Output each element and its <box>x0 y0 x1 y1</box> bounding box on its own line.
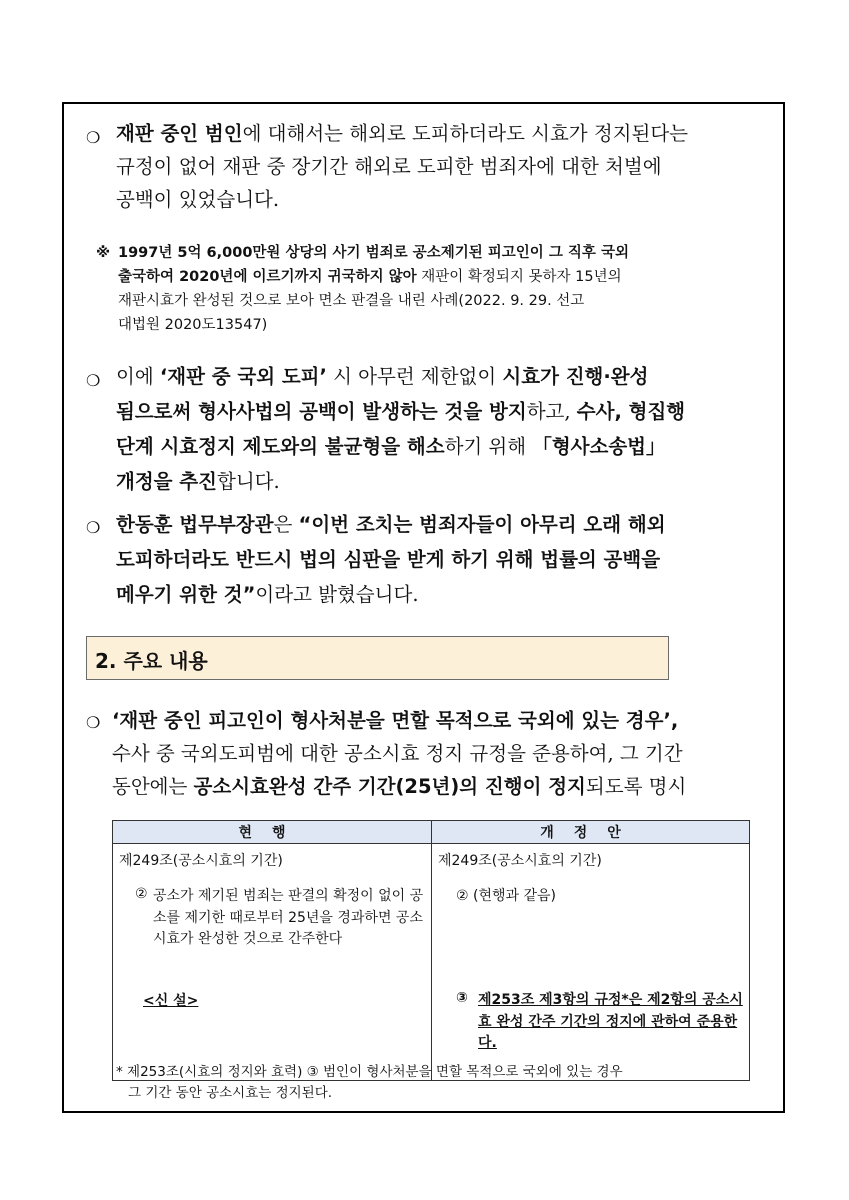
p4-line2: 수사 중 국외도피범에 대한 공소시효 정지 규정을 준용하여, 그 기간 <box>112 742 683 765</box>
p4-line1: ‘재판 중인 피고인이 형사처분을 면할 목적으로 국외에 있는 경우’, <box>112 709 679 732</box>
bullet-icon: ❍ <box>86 518 101 537</box>
paragraph-2 <box>116 359 786 499</box>
p2-bold: 단계 시효정지 제도와의 불균형을 해소 <box>116 435 445 458</box>
p2-text: 하기 위해 <box>444 435 533 458</box>
p3-line2: 도피하더라도 반드시 법의 심판을 받게 하기 위해 법률의 공백을 <box>116 548 661 571</box>
p2-text: 이에 <box>116 365 160 388</box>
note-line4: 대법원 2020도13547) <box>118 317 268 333</box>
p2-bold: 개정을 추진 <box>116 470 217 493</box>
comparison-table <box>112 820 750 1081</box>
current-clause-number: ② <box>135 886 148 902</box>
table-header-revised: 개정안 <box>432 821 750 844</box>
paragraph-1 <box>116 117 776 216</box>
new-provision-tag: <신 설> <box>143 993 199 1009</box>
revised-clause-2: ② (현행과 같음) <box>456 888 556 904</box>
p2-bold-law: 「형사소송법」 <box>532 435 666 458</box>
note-line1: 1997년 5억 6,000만원 상당의 사기 범죄로 공소제기된 피고인이 그 직후 국외 <box>118 245 629 261</box>
revised-clause-3: 제253조 제3항의 규정*은 제2항의 공소시효 완성 간주 기간의 정지에 관하여 준용한다. <box>478 992 743 1051</box>
p2-bold: 시효가 진행·완성 <box>502 365 649 388</box>
p3-text: 은 <box>273 513 299 536</box>
p1-text: 에 대해서는 해외로 도피하더라도 시효가 정지된다는 <box>242 122 689 145</box>
p2-bold: 됨으로써 형사사법의 공백이 발생하는 것을 방지 <box>116 400 527 423</box>
bullet-icon: ❍ <box>86 713 101 732</box>
p3-text: 이라고 밝혔습니다. <box>255 583 419 606</box>
section-title: 2. 주요 내용 <box>95 649 208 673</box>
bullet-icon: ❍ <box>86 371 101 390</box>
table-cell-revised <box>432 844 750 1081</box>
footnote <box>116 1062 756 1104</box>
revised-clause-number: ③ <box>456 990 468 1006</box>
p1-bold: 재판 중인 범인 <box>116 122 243 145</box>
p4-text: 되도록 명시 <box>585 775 687 798</box>
note-line2-rest: 재판이 확정되지 못하자 15년의 <box>416 269 622 285</box>
footnote-line2: 그 기간 동안 공소시효는 정지된다. <box>128 1085 333 1101</box>
p4-text: 동안에는 <box>112 775 194 798</box>
current-clause-text: 공소가 제기된 범죄는 판결의 확정이 없이 공소를 제기한 때로부터 25년을 경과하면 공소시효가 완성한 것으로 간주한다 <box>153 888 424 947</box>
note-line2-bold: 출국하여 2020년에 이르기까지 귀국하지 않아 <box>118 269 417 285</box>
p4-bold: 공소시효완성 간주 기간(25년)의 진행이 정지 <box>193 775 586 798</box>
p2-bold: 수사, 형집행 <box>576 400 686 423</box>
current-article-title: 제249조(공소시효의 기간) <box>119 853 283 869</box>
table-header-current: 현행 <box>113 821 432 844</box>
bullet-icon: ❍ <box>86 128 101 147</box>
p2-text: 하고, <box>526 400 577 423</box>
paragraph-3 <box>116 507 786 612</box>
footnote-line1: * 제253조(시효의 정지와 효력) ③ 범인이 형사처분을 면할 목적으로 국외에 있는 경우 <box>116 1064 623 1080</box>
p2-bold-quote: ‘재판 중 국외 도피’ <box>159 365 327 388</box>
p1-line2: 규정이 없어 재판 중 장기간 해외로 도피한 범죄자에 대한 처벌에 <box>116 155 662 178</box>
revised-article-title: 제249조(공소시효의 기간) <box>438 853 602 869</box>
p2-text: 합니다. <box>216 470 280 493</box>
note-1 <box>118 241 778 337</box>
p3-bold-quote: “이번 조치는 범죄자들이 아무리 오래 해외 <box>298 513 666 536</box>
paragraph-4 <box>112 704 792 803</box>
p3-bold: 메우기 위한 것” <box>116 583 256 606</box>
note-line3: 재판시효가 완성된 것으로 보아 면소 판결을 내린 사례(2022. 9. 29. 선고 <box>118 293 585 309</box>
p2-text: 시 아무런 제한없이 <box>326 365 503 388</box>
p1-line3: 공백이 있었습니다. <box>116 188 280 211</box>
p3-bold-name: 한동훈 법무부장관 <box>116 513 274 536</box>
section-header <box>86 636 669 680</box>
note-icon: ※ <box>96 245 111 261</box>
table-cell-current <box>113 844 432 1081</box>
